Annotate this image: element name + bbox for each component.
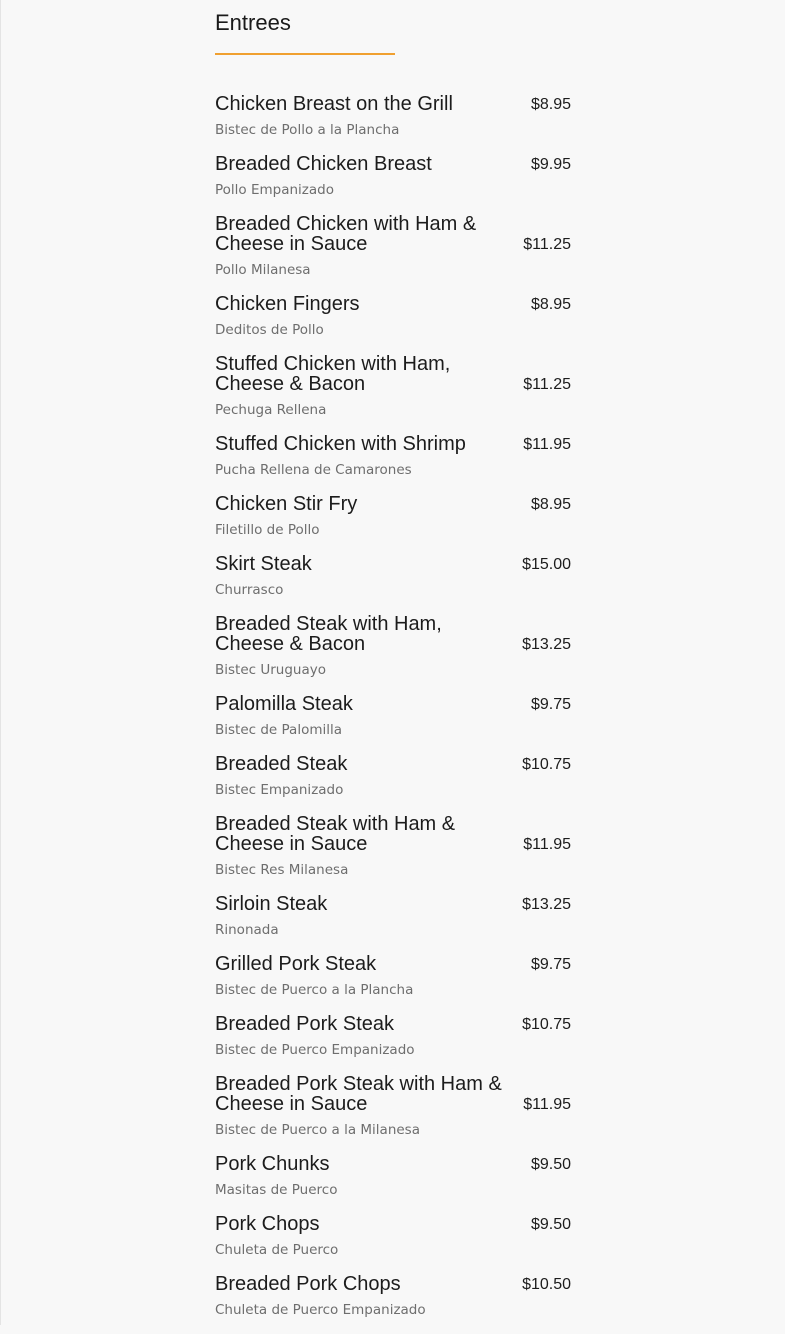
menu-item[interactable] <box>215 94 571 154</box>
menu-item-price: $8.95 <box>530 296 571 313</box>
menu-item-spanish-name: Bistec de Puerco Empanizado <box>215 1042 415 1058</box>
menu-item-price: $10.75 <box>522 1016 571 1033</box>
page-edge-divider <box>0 0 1 1325</box>
menu-item-name: Pork Chops <box>215 1213 320 1235</box>
menu-item-name: Breaded Chicken with Ham & Cheese in Sauce <box>215 213 477 255</box>
menu-item[interactable] <box>215 954 571 1014</box>
menu-item-name: Pork Chunks <box>215 1153 330 1175</box>
menu-item-price: $11.25 <box>523 236 571 253</box>
menu-item[interactable] <box>215 1274 571 1334</box>
menu-item-name: Breaded Steak <box>215 753 348 775</box>
menu-item-name: Breaded Pork Chops <box>215 1273 401 1295</box>
menu-item-name: Palomilla Steak <box>215 693 353 715</box>
menu-item-spanish-name: Bistec de Pollo a la Plancha <box>215 122 400 138</box>
menu-item-spanish-name: Bistec Res Milanesa <box>215 862 349 878</box>
menu-item-name: Breaded Pork Steak <box>215 1013 394 1035</box>
menu-item-name: Breaded Chicken Breast <box>215 153 432 175</box>
section-title: Entrees <box>215 10 291 35</box>
section-title-underline <box>215 53 395 55</box>
menu-item[interactable] <box>215 754 571 814</box>
menu-item-price: $9.75 <box>530 956 571 973</box>
menu-item-spanish-name: Chuleta de Puerco Empanizado <box>215 1302 426 1318</box>
menu-item[interactable] <box>215 894 571 954</box>
menu-item-price: $11.95 <box>523 836 571 853</box>
menu-item[interactable] <box>215 694 571 754</box>
menu-item-name: Breaded Steak with Ham, Cheese & Bacon <box>215 613 442 655</box>
menu-item-price: $11.95 <box>523 1096 571 1113</box>
menu-item-spanish-name: Bistec de Palomilla <box>215 722 343 738</box>
menu-item[interactable] <box>215 1214 571 1274</box>
menu-item-name: Breaded Pork Steak with Ham & Cheese in Sauce <box>215 1073 502 1115</box>
menu-item-spanish-name: Bistec Uruguayo <box>215 662 326 678</box>
menu-item-price: $11.25 <box>523 376 571 393</box>
menu-item-spanish-name: Bistec Empanizado <box>215 782 344 798</box>
menu-item-spanish-name: Pollo Empanizado <box>215 182 334 198</box>
menu-item-name: Sirloin Steak <box>215 893 328 915</box>
menu-item[interactable] <box>215 214 571 294</box>
menu-item-price: $10.75 <box>522 756 571 773</box>
menu-item-price: $13.25 <box>522 896 571 913</box>
menu-item-spanish-name: Deditos de Pollo <box>215 322 324 338</box>
menu-item[interactable] <box>215 434 571 494</box>
menu-item-spanish-name: Rinonada <box>215 922 279 938</box>
menu-item-spanish-name: Masitas de Puerco <box>215 1182 338 1198</box>
menu-item-price: $9.75 <box>530 696 571 713</box>
menu-item-spanish-name: Bistec de Puerco a la Milanesa <box>215 1122 420 1138</box>
menu-item-name: Stuffed Chicken with Shrimp <box>215 433 466 455</box>
menu-item-list <box>215 94 571 1334</box>
menu-item-price: $9.50 <box>530 1216 571 1233</box>
menu-item-name: Chicken Breast on the Grill <box>215 93 453 115</box>
menu-item-price: $10.50 <box>522 1276 571 1293</box>
menu-item[interactable] <box>215 494 571 554</box>
menu-item[interactable] <box>215 554 571 614</box>
menu-item[interactable] <box>215 1154 571 1214</box>
menu-item-name: Stuffed Chicken with Ham, Cheese & Bacon <box>215 353 451 395</box>
menu-item-price: $13.25 <box>522 636 571 653</box>
menu-item-spanish-name: Filetillo de Pollo <box>215 522 320 538</box>
menu-item-price: $9.50 <box>530 1156 571 1173</box>
menu-item-spanish-name: Pucha Rellena de Camarones <box>215 462 412 478</box>
menu-item-price: $15.00 <box>522 556 571 573</box>
menu-item[interactable] <box>215 614 571 694</box>
menu-item-spanish-name: Pollo Milanesa <box>215 262 311 278</box>
menu-item[interactable] <box>215 354 571 434</box>
menu-item-price: $9.95 <box>530 156 571 173</box>
menu-item-spanish-name: Chuleta de Puerco <box>215 1242 339 1258</box>
menu-item[interactable] <box>215 1074 571 1154</box>
menu-item[interactable] <box>215 154 571 214</box>
menu-item-name: Chicken Fingers <box>215 293 360 315</box>
menu-item-price: $8.95 <box>530 496 571 513</box>
menu-item[interactable] <box>215 814 571 894</box>
menu-item-name: Breaded Steak with Ham & Cheese in Sauce <box>215 813 456 855</box>
menu-item-name: Chicken Stir Fry <box>215 493 358 515</box>
menu-item-price: $8.95 <box>530 96 571 113</box>
menu-item-spanish-name: Pechuga Rellena <box>215 402 327 418</box>
menu-item-spanish-name: Churrasco <box>215 582 284 598</box>
menu-item-spanish-name: Bistec de Puerco a la Plancha <box>215 982 414 998</box>
menu-item-name: Skirt Steak <box>215 553 312 575</box>
menu-item-price: $11.95 <box>523 436 571 453</box>
menu-item[interactable] <box>215 294 571 354</box>
menu-item[interactable] <box>215 1014 571 1074</box>
menu-item-name: Grilled Pork Steak <box>215 953 377 975</box>
